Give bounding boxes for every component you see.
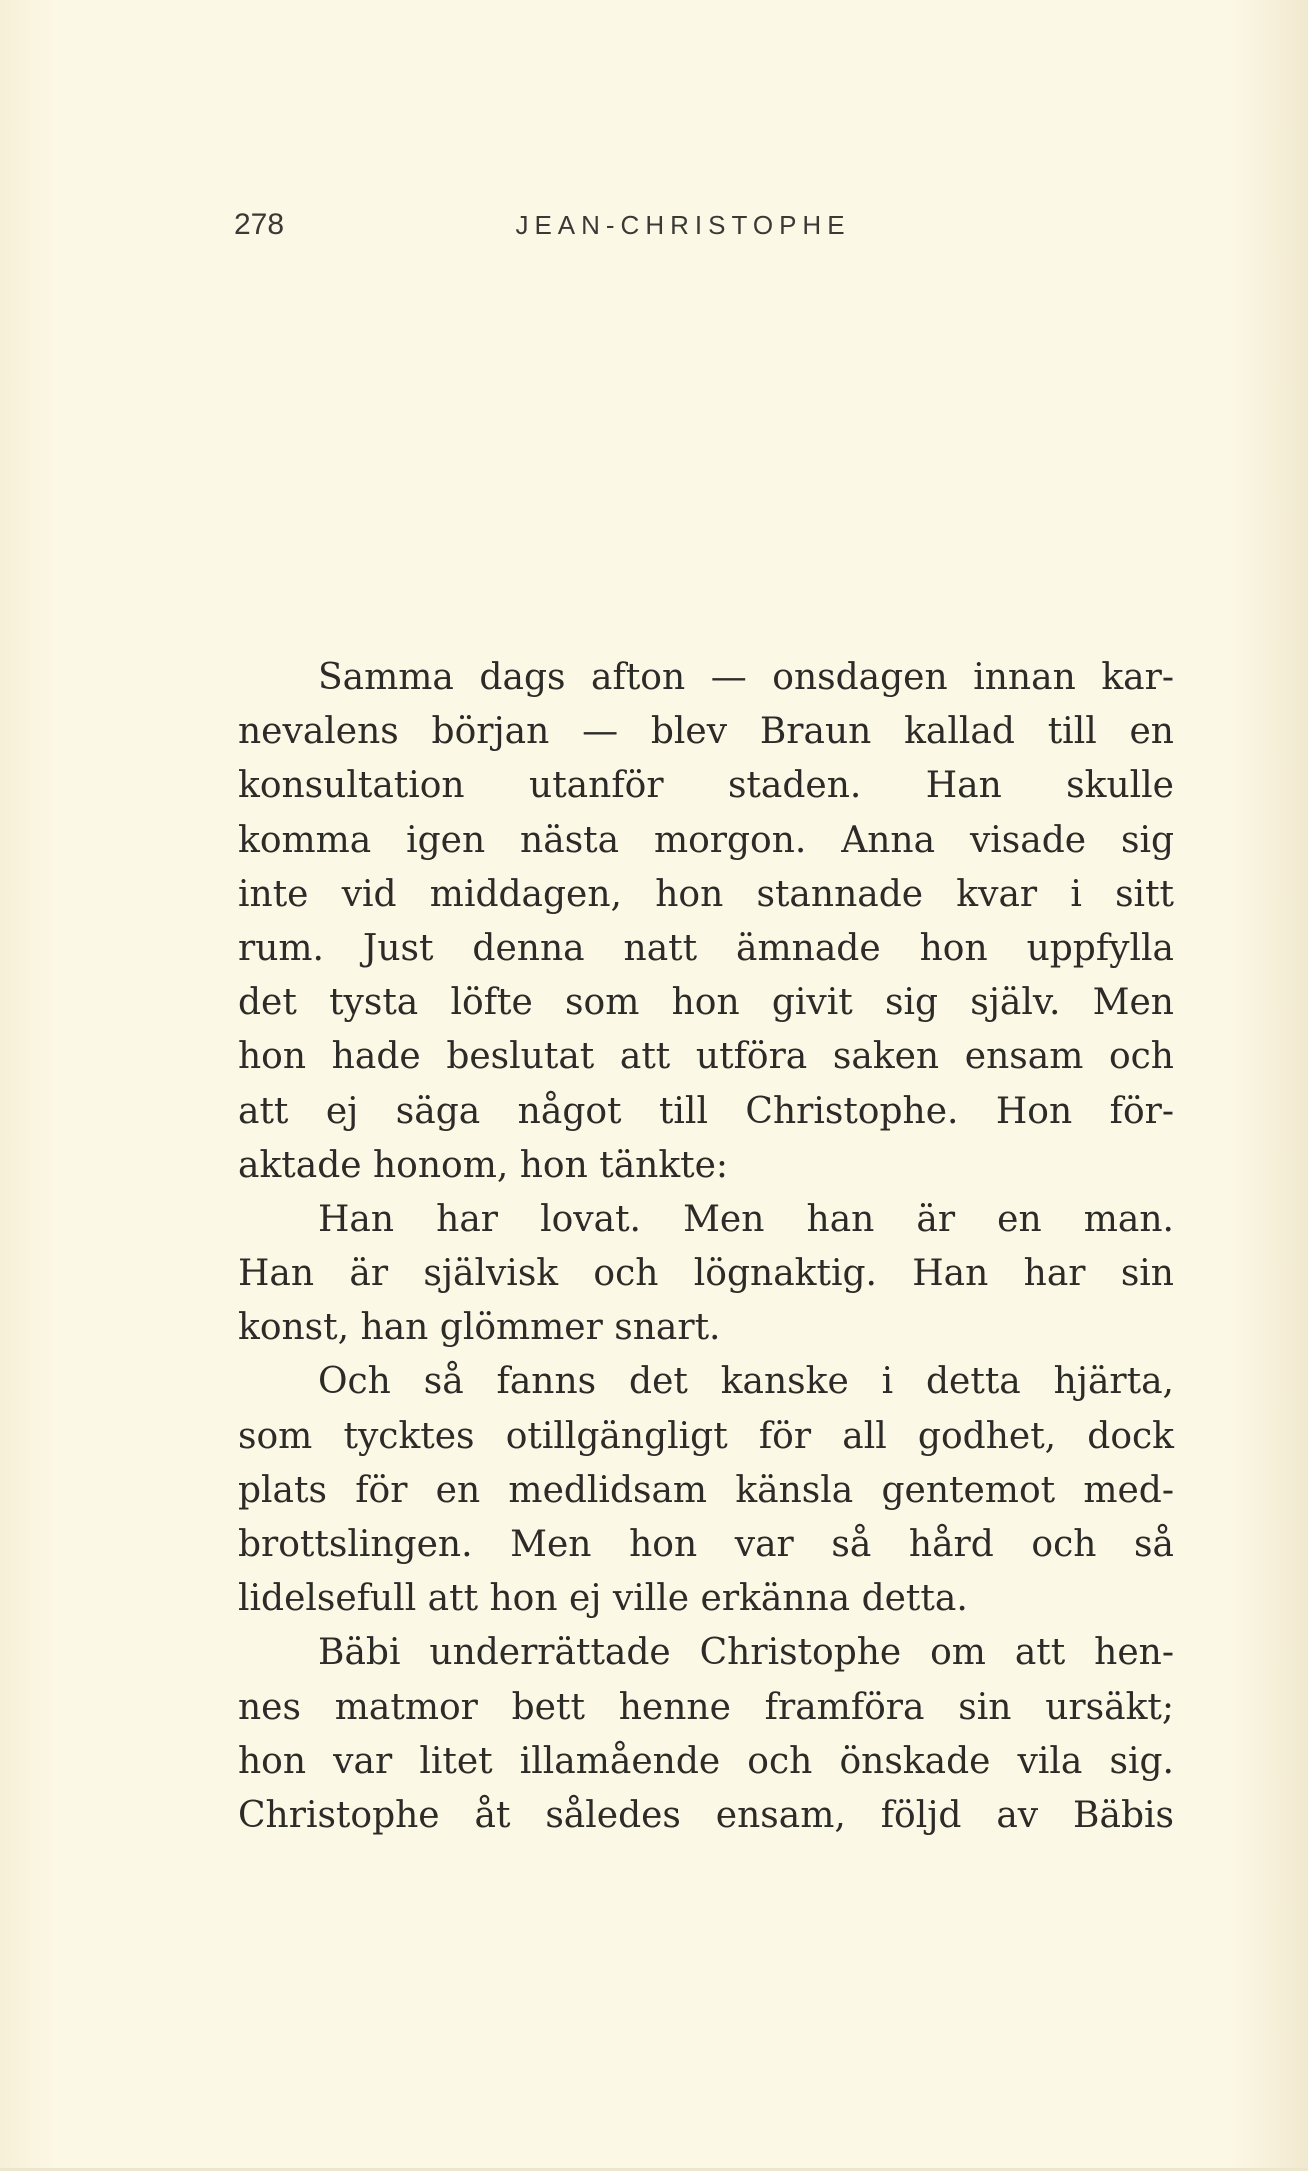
text-line: rum. Just denna natt ämnade hon uppfylla	[238, 927, 1174, 969]
text-line: Han har lovat. Men han är en man.	[318, 1198, 1174, 1240]
paragraph	[238, 1355, 1174, 1626]
text-line: hon hade beslutat att utföra saken ensam och	[238, 1036, 1174, 1078]
text-line: inte vid middagen, hon stannade kvar i sitt	[238, 873, 1174, 915]
text-line: hon var litet illamående och önskade vila sig.	[238, 1740, 1174, 1782]
text-line: Och så fanns det kanske i detta hjärta,	[318, 1361, 1174, 1403]
text-line: Samma dags afton — onsdagen innan kar-	[318, 657, 1174, 698]
text-line: Bäbi underrättade Christophe om att hen-	[318, 1632, 1174, 1674]
text-line: det tysta löfte som hon givit sig själv. Men	[238, 982, 1174, 1024]
text-line: att ej säga något till Christophe. Hon för-	[238, 1090, 1174, 1132]
text-line: nes matmor bett henne framföra sin ursäkt;	[238, 1686, 1174, 1728]
text-line: konsultation utanför staden. Han skulle	[238, 765, 1174, 807]
text-line: Christophe åt således ensam, följd av Bäbis	[238, 1794, 1174, 1836]
text-line: aktade honom, hon tänkte:	[238, 1144, 729, 1186]
paragraph	[238, 1626, 1174, 1843]
text-line: som tycktes otillgängligt för all godhet, dock	[238, 1415, 1174, 1457]
paragraph	[238, 651, 1174, 1193]
text-line: nevalens början — blev Braun kallad till en	[238, 711, 1174, 753]
paragraph	[238, 1193, 1174, 1356]
text-line: Han är självisk och lögnaktig. Han har sin	[238, 1253, 1174, 1295]
text-line: komma igen nästa morgon. Anna visade sig	[238, 819, 1174, 861]
text-line: brottslingen. Men hon var så hård och så	[238, 1524, 1174, 1565]
running-title: JEAN-CHRISTOPHE	[515, 210, 851, 240]
page-number: 278	[234, 208, 285, 241]
body-text	[238, 651, 1174, 1843]
text-line: lidelsefull att hon ej ville erkänna detta.	[238, 1578, 968, 1620]
text-line: plats för en medlidsam känsla gentemot med-	[238, 1469, 1174, 1511]
text-line: konst, han glömmer snart.	[238, 1307, 721, 1349]
